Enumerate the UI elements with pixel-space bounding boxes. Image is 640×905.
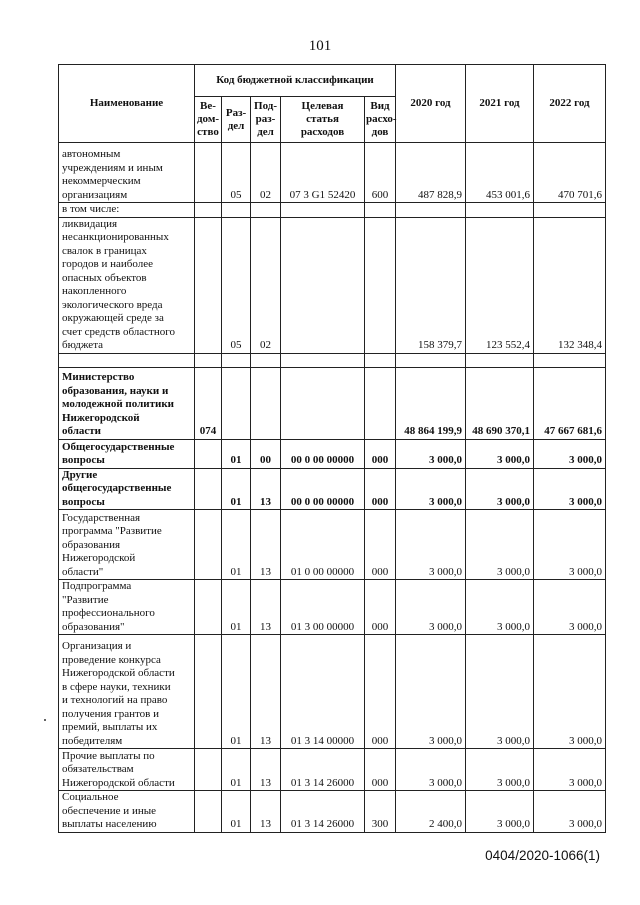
cell-target: 07 3 G1 52420 xyxy=(281,143,365,203)
cell-type: 000 xyxy=(365,468,396,510)
header-target: Целевая статья расходов xyxy=(281,97,365,143)
cell-type xyxy=(365,353,396,367)
cell-razdel xyxy=(222,203,251,218)
cell-y2020: 487 828,9 xyxy=(396,143,466,203)
header-2021: 2021 год xyxy=(466,65,534,143)
cell-podrazdel: 13 xyxy=(251,749,281,791)
cell-podrazdel xyxy=(251,367,281,439)
cell-y2022: 47 667 681,6 xyxy=(534,367,606,439)
cell-target: 01 3 14 26000 xyxy=(281,749,365,791)
cell-y2020 xyxy=(396,203,466,218)
cell-razdel: 01 xyxy=(222,749,251,791)
cell-y2022 xyxy=(534,353,606,367)
cell-target: 00 0 00 00000 xyxy=(281,439,365,468)
cell-razdel: 01 xyxy=(222,791,251,833)
cell-y2022 xyxy=(534,203,606,218)
cell-name: Социальное обеспечение и иные выплаты населению xyxy=(59,791,195,833)
cell-y2022: 3 000,0 xyxy=(534,580,606,635)
cell-podrazdel xyxy=(251,353,281,367)
cell-name: в том числе: xyxy=(59,203,195,218)
cell-ved xyxy=(195,791,222,833)
header-2022: 2022 год xyxy=(534,65,606,143)
cell-ved xyxy=(195,468,222,510)
cell-target: 01 3 14 26000 xyxy=(281,791,365,833)
cell-name: Общегосударственные вопросы xyxy=(59,439,195,468)
cell-ved xyxy=(195,510,222,580)
table-row xyxy=(59,580,606,635)
cell-podrazdel: 00 xyxy=(251,439,281,468)
cell-name: Министерство образования, науки и молодежной политики Нижегородской области xyxy=(59,367,195,439)
cell-type xyxy=(365,367,396,439)
cell-podrazdel: 13 xyxy=(251,580,281,635)
table-row xyxy=(59,468,606,510)
cell-razdel xyxy=(222,353,251,367)
cell-y2022: 132 348,4 xyxy=(534,217,606,353)
cell-ved xyxy=(195,749,222,791)
cell-name: Организация и проведение конкурса Нижегородской области в сфере науки, техники и технологий на право получения грантов и премий, выплаты их победителям xyxy=(59,635,195,749)
cell-razdel: 05 xyxy=(222,217,251,353)
table-row xyxy=(59,217,606,353)
cell-type: 000 xyxy=(365,749,396,791)
cell-ved xyxy=(195,203,222,218)
cell-type: 000 xyxy=(365,439,396,468)
budget-table xyxy=(58,64,606,833)
cell-y2020: 3 000,0 xyxy=(396,580,466,635)
cell-ved: 074 xyxy=(195,367,222,439)
cell-y2020: 3 000,0 xyxy=(396,635,466,749)
cell-y2020 xyxy=(396,353,466,367)
cell-ved xyxy=(195,353,222,367)
cell-ved xyxy=(195,439,222,468)
header-type: Вид расхо- дов xyxy=(365,97,396,143)
cell-y2022: 3 000,0 xyxy=(534,791,606,833)
cell-razdel: 01 xyxy=(222,439,251,468)
cell-type xyxy=(365,217,396,353)
cell-target: 01 3 00 00000 xyxy=(281,580,365,635)
cell-name xyxy=(59,353,195,367)
document-code: 0404/2020-1066(1) xyxy=(485,848,600,863)
cell-ved xyxy=(195,217,222,353)
cell-name: Другие общегосударственные вопросы xyxy=(59,468,195,510)
cell-y2021: 453 001,6 xyxy=(466,143,534,203)
table-row xyxy=(59,143,606,203)
cell-razdel: 01 xyxy=(222,580,251,635)
cell-podrazdel: 13 xyxy=(251,468,281,510)
cell-razdel: 01 xyxy=(222,510,251,580)
cell-y2022: 3 000,0 xyxy=(534,749,606,791)
cell-y2020: 3 000,0 xyxy=(396,749,466,791)
table-row xyxy=(59,510,606,580)
cell-type: 000 xyxy=(365,635,396,749)
cell-y2021: 3 000,0 xyxy=(466,510,534,580)
cell-target xyxy=(281,217,365,353)
table-row xyxy=(59,367,606,439)
table-body xyxy=(59,143,606,833)
cell-y2021: 48 690 370,1 xyxy=(466,367,534,439)
cell-ved xyxy=(195,580,222,635)
cell-y2021: 3 000,0 xyxy=(466,468,534,510)
cell-target: 00 0 00 00000 xyxy=(281,468,365,510)
header-ved: Ве- дом- ство xyxy=(195,97,222,143)
cell-y2021: 3 000,0 xyxy=(466,580,534,635)
cell-razdel xyxy=(222,367,251,439)
cell-name: Государственная программа "Развитие образования Нижегородской области" xyxy=(59,510,195,580)
cell-target: 01 3 14 00000 xyxy=(281,635,365,749)
cell-razdel: 05 xyxy=(222,143,251,203)
cell-ved xyxy=(195,143,222,203)
table-row xyxy=(59,635,606,749)
cell-name: ликвидация несанкционированных свалок в границах городов и наиболее опасных объектов накопленного экологического вреда окружающей среде за счет средств областного бюджета xyxy=(59,217,195,353)
table-row xyxy=(59,439,606,468)
cell-y2021: 3 000,0 xyxy=(466,439,534,468)
cell-y2020: 3 000,0 xyxy=(396,439,466,468)
cell-y2021: 3 000,0 xyxy=(466,635,534,749)
cell-target xyxy=(281,353,365,367)
scan-speck xyxy=(44,719,46,721)
cell-type xyxy=(365,203,396,218)
page-number: 101 xyxy=(308,38,332,54)
header-classification: Код бюджетной классификации xyxy=(195,65,396,97)
cell-y2020: 2 400,0 xyxy=(396,791,466,833)
cell-y2020: 3 000,0 xyxy=(396,510,466,580)
cell-y2021 xyxy=(466,203,534,218)
cell-type: 000 xyxy=(365,580,396,635)
cell-target xyxy=(281,367,365,439)
header-podrazdel: Под- раз- дел xyxy=(251,97,281,143)
cell-name: Подпрограмма "Развитие профессионального образования" xyxy=(59,580,195,635)
cell-podrazdel: 13 xyxy=(251,791,281,833)
cell-type: 000 xyxy=(365,510,396,580)
cell-target xyxy=(281,203,365,218)
cell-type: 600 xyxy=(365,143,396,203)
cell-razdel: 01 xyxy=(222,635,251,749)
cell-y2021: 3 000,0 xyxy=(466,791,534,833)
cell-y2022: 3 000,0 xyxy=(534,468,606,510)
cell-y2022: 3 000,0 xyxy=(534,635,606,749)
cell-podrazdel: 02 xyxy=(251,143,281,203)
cell-target: 01 0 00 00000 xyxy=(281,510,365,580)
cell-y2020: 158 379,7 xyxy=(396,217,466,353)
cell-name: автономным учреждениям и иным некоммерческим организациям xyxy=(59,143,195,203)
cell-y2022: 470 701,6 xyxy=(534,143,606,203)
header-name: Наименование xyxy=(59,65,195,143)
cell-razdel: 01 xyxy=(222,468,251,510)
cell-podrazdel: 13 xyxy=(251,510,281,580)
table-row xyxy=(59,353,606,367)
cell-y2022: 3 000,0 xyxy=(534,510,606,580)
cell-y2021 xyxy=(466,353,534,367)
cell-y2022: 3 000,0 xyxy=(534,439,606,468)
table-row xyxy=(59,203,606,218)
cell-type: 300 xyxy=(365,791,396,833)
cell-y2020: 3 000,0 xyxy=(396,468,466,510)
table-row xyxy=(59,791,606,833)
table-row xyxy=(59,749,606,791)
cell-y2021: 3 000,0 xyxy=(466,749,534,791)
cell-y2020: 48 864 199,9 xyxy=(396,367,466,439)
cell-name: Прочие выплаты по обязательствам Нижегородской области xyxy=(59,749,195,791)
cell-podrazdel xyxy=(251,203,281,218)
cell-ved xyxy=(195,635,222,749)
cell-podrazdel: 13 xyxy=(251,635,281,749)
cell-podrazdel: 02 xyxy=(251,217,281,353)
header-razdel: Раз- дел xyxy=(222,97,251,143)
header-2020: 2020 год xyxy=(396,65,466,143)
cell-y2021: 123 552,4 xyxy=(466,217,534,353)
